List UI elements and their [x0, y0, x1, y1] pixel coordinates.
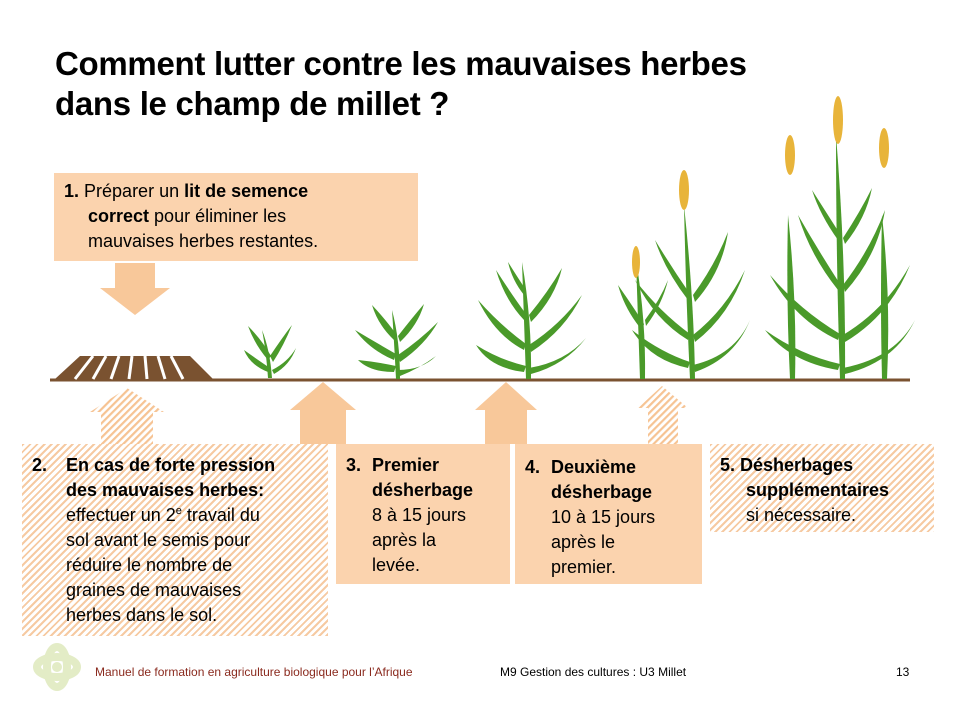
footer-page-number: 13 — [896, 665, 910, 679]
step-2-line-3-post: travail du — [186, 505, 260, 525]
step-4-number: 4. — [525, 457, 541, 477]
step-5-bold-line-1: Désherbages — [740, 455, 854, 475]
hatched-arrow-up-icon — [638, 386, 688, 444]
step-2-line-6: graines de mauvaises — [66, 580, 242, 600]
title-line-2: dans le champ de millet ? — [55, 85, 450, 122]
step-3-bold-line-1: Premier — [372, 455, 440, 475]
step-4-bold-line-1: Deuxième — [551, 457, 637, 477]
step-2-bold-line-1: En cas de forte pression — [66, 455, 276, 475]
step-3-number: 3. — [346, 455, 362, 475]
millet-tall-plant-icon — [618, 170, 750, 379]
footer-module: M9 Gestion des cultures : U3 Millet — [500, 665, 687, 679]
step-2-line-5: réduire le nombre de — [66, 555, 233, 575]
step-1-text-pre: Préparer un — [84, 181, 180, 201]
millet-mature-plant-icon — [765, 96, 915, 379]
manual-logo-icon — [37, 647, 77, 687]
step-2-bold-line-2: des mauvaises herbes: — [66, 480, 265, 500]
step-2-box — [22, 444, 328, 636]
step-3-line-5: levée. — [372, 555, 421, 575]
step-4-box — [515, 444, 702, 584]
arrow-up-icon — [290, 382, 356, 444]
ploughed-soil-icon — [55, 356, 213, 379]
step-2-line-3-pre: effectuer un 2 — [66, 505, 176, 525]
step-2-line-7: herbes dans le sol. — [66, 605, 218, 625]
step-5-box — [710, 444, 934, 532]
step-4-line-4: après le — [551, 532, 616, 552]
step-3-line-4: après la — [372, 530, 437, 550]
step-5-number: 5. — [720, 455, 736, 475]
step-4-line-3: 10 à 15 jours — [551, 507, 656, 527]
step-4-bold-line-2: désherbage — [551, 482, 653, 502]
step-1-text-post: pour éliminer les — [154, 206, 287, 226]
step-2-number: 2. — [32, 455, 48, 475]
step-1-text-line-3: mauvaises herbes restantes. — [88, 231, 319, 251]
step-3-box — [336, 444, 510, 584]
footer-manual-title: Manuel de formation en agriculture biologique pour l’Afrique — [95, 665, 413, 679]
step-5-bold-line-2: supplémentaires — [746, 480, 890, 500]
millet-young-plant-icon — [355, 304, 438, 379]
step-3-bold-line-2: désherbage — [372, 480, 474, 500]
hatched-arrow-up-icon — [90, 388, 164, 444]
step-1-text-bold-2: correct — [88, 206, 150, 226]
millet-growing-plant-icon — [476, 262, 586, 379]
step-1-number: 1. — [64, 181, 80, 201]
step-2-line-3-sup: e — [175, 505, 182, 517]
arrow-down-icon — [100, 263, 170, 315]
title-line-1: Comment lutter contre les mauvaises herbes — [55, 45, 747, 82]
step-3-line-3: 8 à 15 jours — [372, 505, 467, 525]
arrow-up-icon — [475, 382, 537, 444]
millet-seedling-icon — [244, 325, 296, 378]
step-2-line-4: sol avant le semis pour — [66, 530, 251, 550]
step-1-text-bold: lit de semence — [184, 181, 309, 201]
step-5-line-3: si nécessaire. — [746, 505, 857, 525]
step-1-box — [54, 173, 418, 261]
step-4-line-5: premier. — [551, 557, 617, 577]
